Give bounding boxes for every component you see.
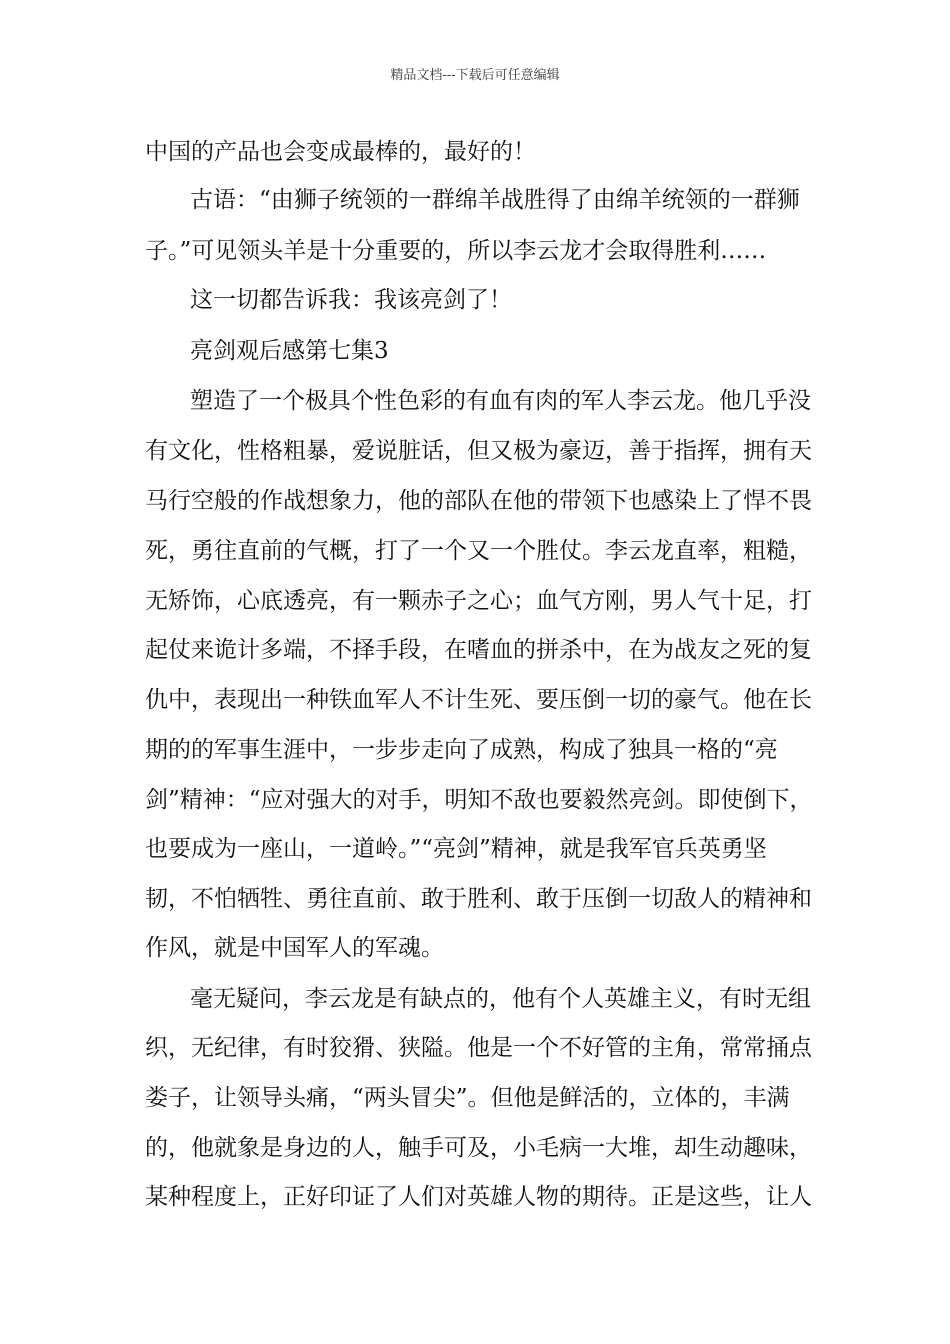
text-line: 中国的产品也会变成最棒的，最好的！	[145, 139, 536, 165]
text-line: 期的的军事生涯中，一步步走向了成熟，构成了独具一格的“亮	[145, 737, 778, 763]
text-line: 马行空般的作战想象力，他的部队在他的带领下也感染上了悍不畏	[145, 488, 812, 514]
text-line: 作风，就是中国军人的军魂。	[145, 935, 444, 961]
text-line: 某种程度上，正好印证了人们对英雄人物的期待。正是这些，让人	[145, 1184, 812, 1210]
text-line: 娄子，让领导头痛，“两头冒尖”。但他是鲜活的，立体的，丰满	[145, 1085, 790, 1111]
section-heading: 亮剑观后感第七集3	[190, 338, 389, 364]
text-line: 子。”可见领头羊是十分重要的，所以李云龙才会取得胜利……	[145, 238, 767, 264]
text-line: 织，无纪律，有时狡猾、狭隘。他是一个不好管的主角，常常捅点	[145, 1035, 812, 1061]
text-line: 这一切都告诉我：我该亮剑了！	[190, 287, 512, 313]
page-header: 精品文档---下载后可任意编辑	[390, 68, 560, 83]
text-line: 的，他就象是身边的人，触手可及，小毛病一大堆，却生动趣味，	[145, 1135, 812, 1161]
text-line: 毫无疑问，李云龙是有缺点的，他有个人英雄主义，有时无组	[190, 986, 811, 1012]
text-line: 死，勇往直前的气概，打了一个又一个胜仗。李云龙直率，粗糙，	[145, 538, 812, 564]
text-line: 塑造了一个极具个性色彩的有血有肉的军人李云龙。他几乎没	[190, 388, 811, 414]
text-line: 韧，不怕牺牲、勇往直前、敢于胜利、敢于压倒一切敌人的精神和	[145, 886, 812, 912]
text-line: 起仗来诡计多端，不择手段，在嗜血的拼杀中，在为战友之死的复	[145, 637, 812, 663]
text-line: 也要成为一座山，一道岭。”“亮剑”精神，就是我军官兵英勇坚	[145, 836, 767, 862]
text-line: 仇中，表现出一种铁血军人不计生死、要压倒一切的豪气。他在长	[145, 687, 812, 713]
text-line: 有文化，性格粗暴，爱说脏话，但又极为豪迈，善于指挥，拥有天	[145, 438, 812, 464]
text-line: 剑”精神：“应对强大的对手，明知不敌也要毅然亮剑。即使倒下，	[145, 787, 813, 813]
text-line: 古语：“由狮子统领的一群绵羊战胜得了由绵羊统领的一群狮	[190, 187, 800, 213]
text-line: 无矫饰，心底透亮，有一颗赤子之心；血气方刚，男人气十足，打	[145, 588, 812, 614]
